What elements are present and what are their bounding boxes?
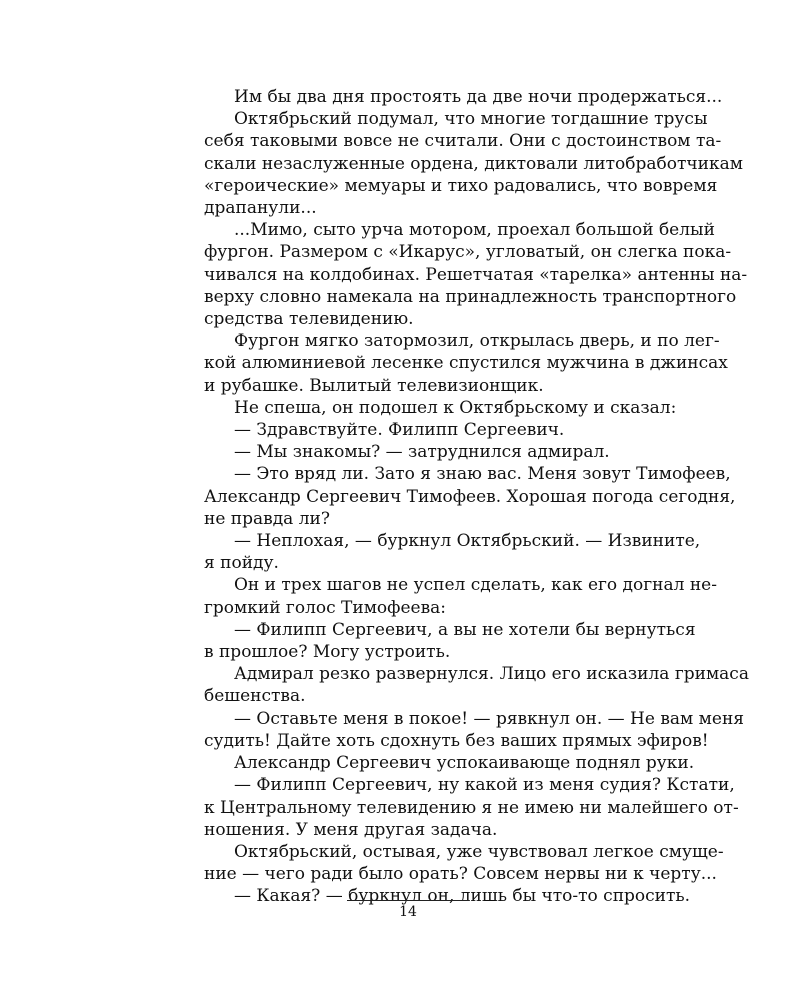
paragraph (174, 619, 696, 663)
text-line: кой алюминиевой лесенке спустился мужчина в джинсах (204, 353, 728, 374)
text-line: — Филипп Сергеевич, а вы не хотели бы вернуться (234, 619, 696, 640)
text-line: Фургон мягко затормозил, открылась дверь, и по лег- (234, 331, 720, 352)
text-line: фургон. Размером с «Икарус», угловатый, он слегка пока- (204, 242, 732, 263)
text-line: драпанули... (204, 198, 317, 219)
text-line: — Неплохая, — буркнул Октябрьский. — Извините, (234, 531, 701, 552)
paragraph (174, 108, 743, 219)
text-line: к Центральному телевидению я не имею ни малейшего от- (204, 797, 739, 818)
text-line: и рубашке. Вылитый телевизионщик. (204, 375, 544, 396)
paragraph (174, 774, 739, 841)
page-number: 14 (399, 904, 417, 920)
text-line: Адмирал резко развернулся. Лицо его исказила гримаса (234, 664, 749, 685)
text-line: себя таковыми вовсе не считали. Они с достоинством та- (204, 131, 722, 152)
paragraph (174, 574, 717, 618)
text-line: я пойду. (204, 553, 279, 574)
text-line: Не спеша, он подошел к Октябрьскому и сказал: (234, 397, 677, 418)
footer-rule (347, 900, 469, 901)
paragraph (174, 752, 695, 774)
text-line: «героические» мемуары и тихо радовались, что вовремя (204, 175, 718, 196)
text-line: — Оставьте меня в покое! — рявкнул он. — Не вам меня (234, 708, 745, 729)
text-line: верху словно намекала на принадлежность транспортного (204, 286, 737, 307)
text-line: средства телевидению. (204, 309, 414, 330)
paragraph (174, 86, 723, 108)
text-line: Им бы два дня простоять да две ночи продержаться... (234, 87, 723, 107)
text-line: Он и трех шагов не успел сделать, как его догнал не- (234, 575, 717, 596)
text-line: ...Мимо, сыто урча мотором, проехал большой белый (234, 220, 715, 241)
paragraph (174, 219, 748, 330)
text-line: не правда ли? (204, 508, 330, 529)
text-line: — Это вряд ли. Зато я знаю вас. Меня зовут Тимофеев, (234, 464, 731, 485)
text-line: Октябрьский, остывая, уже чувствовал легкое смуще- (234, 841, 724, 862)
text-line: — Какая? — буркнул он, лишь бы что-то спросить. (234, 886, 691, 907)
paragraph (174, 419, 642, 441)
paragraph (174, 663, 749, 707)
paragraph (174, 463, 736, 530)
text-line: — Здравствуйте. Филипп Сергеевич. (234, 420, 565, 441)
text-line: ношения. У меня другая задача. (204, 819, 498, 840)
paragraph (174, 330, 728, 397)
text-line: — Филипп Сергеевич, ну какой из меня судия? Кстати, (234, 775, 735, 796)
text-line: бешенства. (204, 686, 306, 707)
paragraph (174, 841, 724, 885)
text-line: судить! Дайте хоть сдохнуть без ваших прямых эфиров! (204, 730, 709, 751)
text-line: громкий голос Тимофеева: (204, 597, 447, 618)
paragraph (174, 708, 745, 752)
paragraph (174, 530, 701, 574)
body-text (174, 86, 749, 908)
text-line: ние — чего ради было орать? Совсем нервы ни к черту... (204, 864, 717, 885)
text-line: чивался на колдобинах. Решетчатая «тарелка» антенны на- (204, 264, 748, 285)
text-line: скали незаслуженные ордена, диктовали литобработчикам (204, 153, 743, 174)
text-line: Октябрьский подумал, что многие тогдашние трусы (234, 109, 708, 130)
text-line: Александр Сергеевич успокаивающе поднял руки. (234, 753, 695, 774)
paragraph (174, 397, 677, 419)
paragraph (174, 441, 642, 463)
text-line: Александр Сергеевич Тимофеев. Хорошая погода сегодня, (204, 486, 736, 507)
text-line: — Мы знакомы? — затруднился адмирал. (234, 442, 610, 463)
text-line: в прошлое? Могу устроить. (204, 642, 451, 663)
